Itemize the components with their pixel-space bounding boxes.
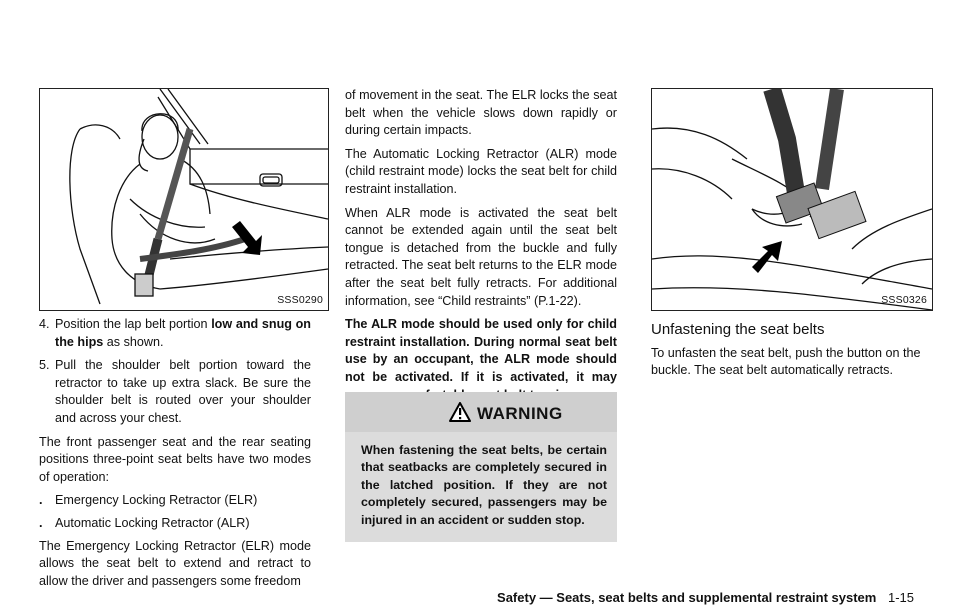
column-3 <box>651 321 923 386</box>
page-number: 1-15 <box>887 590 914 605</box>
step-5: 5. Pull the shoulder belt portion toward the retractor to take up extra slack. Be sure the shoulder belt is routed over your shoulder and across your chest. <box>39 357 311 427</box>
figure-code: SSS0290 <box>277 294 323 306</box>
warning-title: WARNING <box>477 404 563 423</box>
bullet-icon: . <box>39 515 43 530</box>
step-4: 4. Position the lap belt portion low and snug on the hips as shown. <box>39 316 311 351</box>
section-title: Unfastening the seat belts <box>651 321 825 338</box>
paragraph: When ALR mode is activated the seat belt cannot be extended again until the seat belt tongue is detached from the buckle and fully retracted. The seat belt returns to the ELR mode after the seat belt fully retracts. For additional information, see “Child restraints” (P.1-22). <box>345 205 617 308</box>
paragraph: of movement in the seat. The ELR locks the seat belt when the vehicle slows down rapidly or during certain impacts. <box>345 88 617 138</box>
footer-section: Safety — Seats, seat belts and supplemental restraint system <box>497 590 877 605</box>
warning-box <box>345 392 617 542</box>
column-2 <box>345 87 617 410</box>
page-footer <box>497 590 914 605</box>
warning-icon <box>449 402 471 422</box>
paragraph: The front passenger seat and the rear seating positions three-point seat belts have two modes of operation: <box>39 434 311 484</box>
emphasis: low and snug on the hips <box>55 317 311 349</box>
figure-unbuckle <box>651 88 933 311</box>
unbuckle-illustration <box>652 89 932 310</box>
paragraph: The Emergency Locking Retractor (ELR) mode allows the seat belt to extend and retract to allow the driver and passengers some freedom <box>39 538 311 588</box>
warning-text: When fastening the seat belts, be certain that seatbacks are completely secured in the latched position. If they are not completely secured, passengers may be injured in an accident or sudden stop. <box>361 443 607 527</box>
list-item: . Emergency Locking Retractor (ELR) <box>39 492 311 510</box>
paragraph: The Automatic Locking Retractor (ALR) mode (child restraint mode) locks the seat belt for child restraint installation. <box>345 146 617 196</box>
bullet-icon: . <box>39 493 43 508</box>
list-item: . Automatic Locking Retractor (ALR) <box>39 515 311 533</box>
paragraph-bold: The ALR mode should be used only for child restraint installation. During normal seat belt use by an occupant, the ALR mode should not be activated. If it is activated, it may <box>345 317 617 384</box>
column-1 <box>39 316 311 596</box>
step-number: 4. <box>39 317 50 331</box>
lap-belt-illustration <box>40 89 328 310</box>
figure-lap-belt <box>39 88 329 311</box>
figure-code: SSS0326 <box>881 294 927 306</box>
step-number: 5. <box>39 358 50 373</box>
paragraph: To unfasten the seat belt, push the button on the buckle. The seat belt automatically retracts. <box>651 345 921 378</box>
